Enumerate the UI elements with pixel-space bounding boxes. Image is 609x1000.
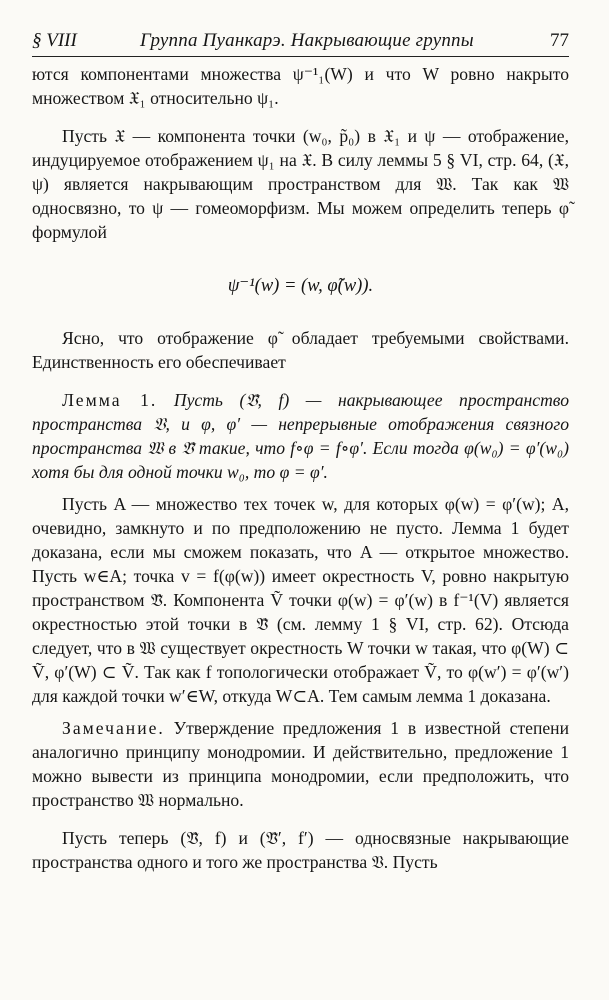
remark-text: Утверждение предложения 1 в известной степени аналогично принципу монодромии. И действительно, предложение 1 можно вывести из принципа монодромии, если предположить, что пространство 𝔚 нормально. [32,718,569,810]
chapter-title: Группа Пуанкарэ. Накрывающие группы [140,30,474,51]
remark [32,716,569,812]
lemma-1-heading: Лемма 1. [62,390,158,410]
lemma-1 [32,388,569,484]
paragraph-next: Пусть теперь (𝔙̃, f) и (𝔙̃′, f′) — односвязные накрывающие пространства одного и того же пространства 𝔙. Пусть [32,828,569,872]
lemma-1-statement: Пусть (𝔙̃, f) — накрывающее пространство пространства 𝔙, и φ, φ′ — непрерывные отображения связного пространства 𝔚 в 𝔙̃ такие, что f∘φ = f∘φ′. Если тогда φ(w₀) = φ′(w₀) хотя бы для одной точки w₀, то φ = φ′. [32,390,569,482]
display-formula: ψ⁻¹(w) = (w, φ̃(w)). [227,276,374,296]
paragraph-component: Пусть 𝔛 — компонента точки (w₀, p̃₀) в 𝔛₁ и ψ — отображение, индуцируемое отображением ψ₁ на 𝔛. В силу леммы 5 § VI, стр. 64, (𝔛, ψ) является накрывающим пространством для 𝔚. Так как 𝔚 односвязно, то ψ — гомеоморфизм. Мы можем определить теперь φ̃ формулой [32,126,569,242]
lemma-1-proof: Пусть A — множество тех точек w, для которых φ(w) = φ′(w); A, очевидно, замкнуто и по предположению не пусто. Лемма 1 будет доказана, если мы сможем показать, что A — открытое множество. Пусть w∈A; точка v = f(φ(w)) имеет окрестность V, ровно накрытую пространством 𝔙̃. Компонента Ṽ точки φ(w) = φ′(w) в f⁻¹(V) является окрестностью этой точки в 𝔙̃ (см. лемму 1 § VI, стр. 62). Отсюда следует, что в 𝔚 существует окрестность W точки w такая, что φ(W) ⊂ Ṽ, φ′(W) ⊂ Ṽ. Так как f топологически отображает Ṽ, то φ(w′) = φ′(w′) для каждой точки w′∈W, откуда W⊂A. Тем самым лемма 1 доказана. [32,494,569,706]
paragraph-continuation: ются компонентами множества ψ⁻¹₁(W) и что W ровно накрыто множеством 𝔛₁ относительно ψ₁. [32,64,569,108]
paragraph-uniqueness: Ясно, что отображение φ̃ обладает требуемыми свойствами. Единственность его обеспечивает [32,328,569,372]
running-header [32,26,569,57]
remark-heading: Замечание. [62,718,165,738]
section-number: § VIII [32,30,77,51]
page-number: 77 [550,30,569,51]
page-body [32,62,569,874]
